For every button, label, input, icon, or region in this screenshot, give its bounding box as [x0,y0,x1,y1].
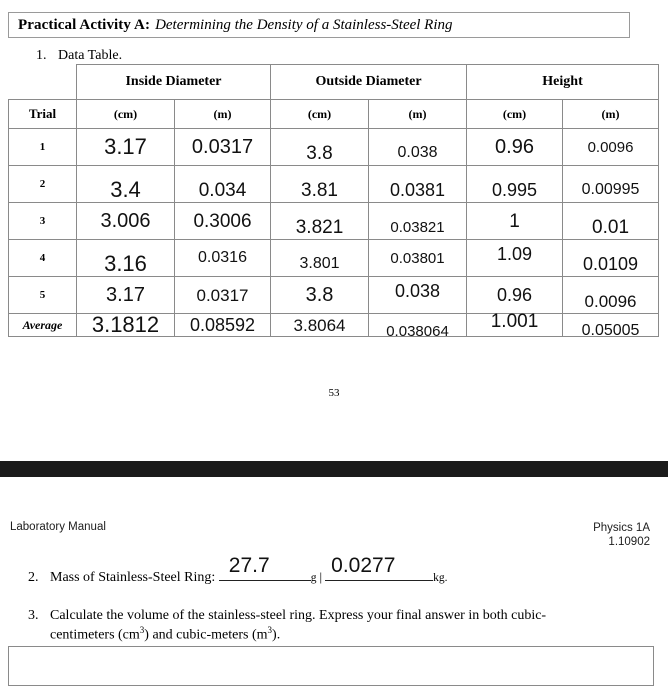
group-header-outside-diameter: Outside Diameter [271,65,467,100]
cell-height-cm[interactable]: 0.995 [467,172,563,209]
cell-inside-cm[interactable]: 3.16 [77,246,175,283]
item-3-sup-cm: 3 [139,625,145,636]
group-header-height: Height [467,65,659,100]
cell-inside-m[interactable]: 0.3006 [175,203,271,240]
table-row [9,129,659,166]
mass-kilograms-value: 0.0277 [331,554,396,577]
item-2 [28,554,448,586]
table-row [9,166,659,203]
item-3-text-part1: Calculate the volume of the stainless-steel ring. Express your final answer in both cubic-centimeters (cm [50,608,547,644]
cell-outside-cm[interactable]: 3.8 [271,277,369,314]
cell-avg-height-m[interactable]: 0.05005 [563,320,659,343]
mass-kilograms-field[interactable] [325,554,433,581]
cell-height-m[interactable]: 0.01 [563,209,659,246]
item-3-text-part2: ) and cubic-meters (m [144,628,268,644]
item-3 [28,607,628,646]
trial-number: 1 [9,129,77,166]
cell-inside-cm[interactable]: 3.17 [77,129,175,166]
cell-outside-cm[interactable]: 3.821 [271,209,369,246]
average-label: Average [9,314,77,337]
cell-inside-m[interactable]: 0.0317 [175,129,271,166]
running-head-course: Physics 1A [593,522,650,534]
item-3-text [50,607,610,646]
header-height-cm: (cm) [467,100,563,129]
cell-outside-cm[interactable]: 3.81 [271,172,369,209]
header-outside-cm: (cm) [271,100,369,129]
trial-number: 2 [9,166,77,203]
item-3-sup-m: 3 [267,625,273,636]
cell-outside-cm[interactable]: 3.801 [271,246,369,283]
field-divider: | [319,569,323,584]
table-group-header-row [9,65,659,100]
page-number: 53 [328,387,340,399]
activity-title-box [8,12,630,38]
item-1 [36,48,122,64]
header-spacer [9,65,77,100]
cell-inside-cm[interactable]: 3.4 [77,172,175,209]
cell-inside-cm[interactable]: 3.006 [77,203,175,240]
cell-avg-outside-cm[interactable]: 3.8064 [271,314,369,337]
unit-grams: g [310,572,317,584]
cell-outside-cm[interactable]: 3.8 [271,135,369,172]
cell-outside-m[interactable]: 0.038 [369,273,467,310]
cell-inside-m[interactable]: 0.0316 [175,240,271,277]
header-trial: Trial [9,100,77,129]
table-unit-header-row [9,100,659,129]
cell-inside-m[interactable]: 0.0317 [175,277,271,314]
cell-height-cm[interactable]: 1.09 [467,236,563,273]
cell-avg-height-cm[interactable]: 1.001 [467,310,563,333]
cell-height-cm[interactable]: 0.96 [467,129,563,166]
mass-grams-field[interactable] [219,554,311,581]
unit-kilograms: kg. [433,572,448,584]
activity-title-subject: Determining the Density of a Stainless-Steel Ring [155,16,453,33]
page-separator-bar [0,461,668,477]
cell-inside-m[interactable]: 0.034 [175,172,271,209]
cell-height-cm[interactable]: 0.96 [467,277,563,314]
trial-number: 4 [9,240,77,277]
cell-avg-inside-m[interactable]: 0.08592 [175,314,271,337]
item-2-number: 2. [28,570,39,585]
cell-height-m[interactable]: 0.0109 [563,246,659,283]
item-3-answer-box[interactable] [8,646,654,686]
measurement-data-table [8,64,659,340]
item-3-text-part3: ). [272,628,281,644]
table-average-row [9,314,659,337]
item-3-number: 3. [28,608,39,623]
item-1-number: 1. [36,48,47,63]
cell-outside-m[interactable]: 0.0381 [369,172,467,209]
trial-number: 3 [9,203,77,240]
activity-title-label: Practical Activity A: [18,16,151,33]
running-head-left: Laboratory Manual [10,521,106,533]
cell-avg-outside-m[interactable]: 0.038064 [369,320,467,343]
item-2-text: Mass of Stainless-Steel Ring: [50,570,216,585]
mass-grams-value: 27.7 [228,554,270,577]
header-outside-m: (m) [369,100,467,129]
cell-outside-m[interactable]: 0.038 [369,135,467,172]
header-inside-m: (m) [175,100,271,129]
cell-outside-m[interactable]: 0.03801 [369,240,467,277]
running-head-right [593,521,650,550]
group-header-inside-diameter: Inside Diameter [77,65,271,100]
item-1-text: Data Table. [58,48,123,63]
trial-number: 5 [9,277,77,314]
cell-height-m[interactable]: 0.0096 [563,129,659,166]
header-height-m: (m) [563,100,659,129]
header-inside-cm: (cm) [77,100,175,129]
table-row [9,240,659,277]
cell-outside-m[interactable]: 0.03821 [369,209,467,246]
cell-height-m[interactable]: 0.0096 [563,283,659,320]
cell-height-m[interactable]: 0.00995 [563,172,659,209]
cell-avg-inside-cm[interactable]: 3.1812 [77,314,175,337]
running-head-code: 1.10902 [608,536,650,549]
cell-height-cm[interactable]: 1 [467,203,563,240]
cell-inside-cm[interactable]: 3.17 [77,277,175,314]
